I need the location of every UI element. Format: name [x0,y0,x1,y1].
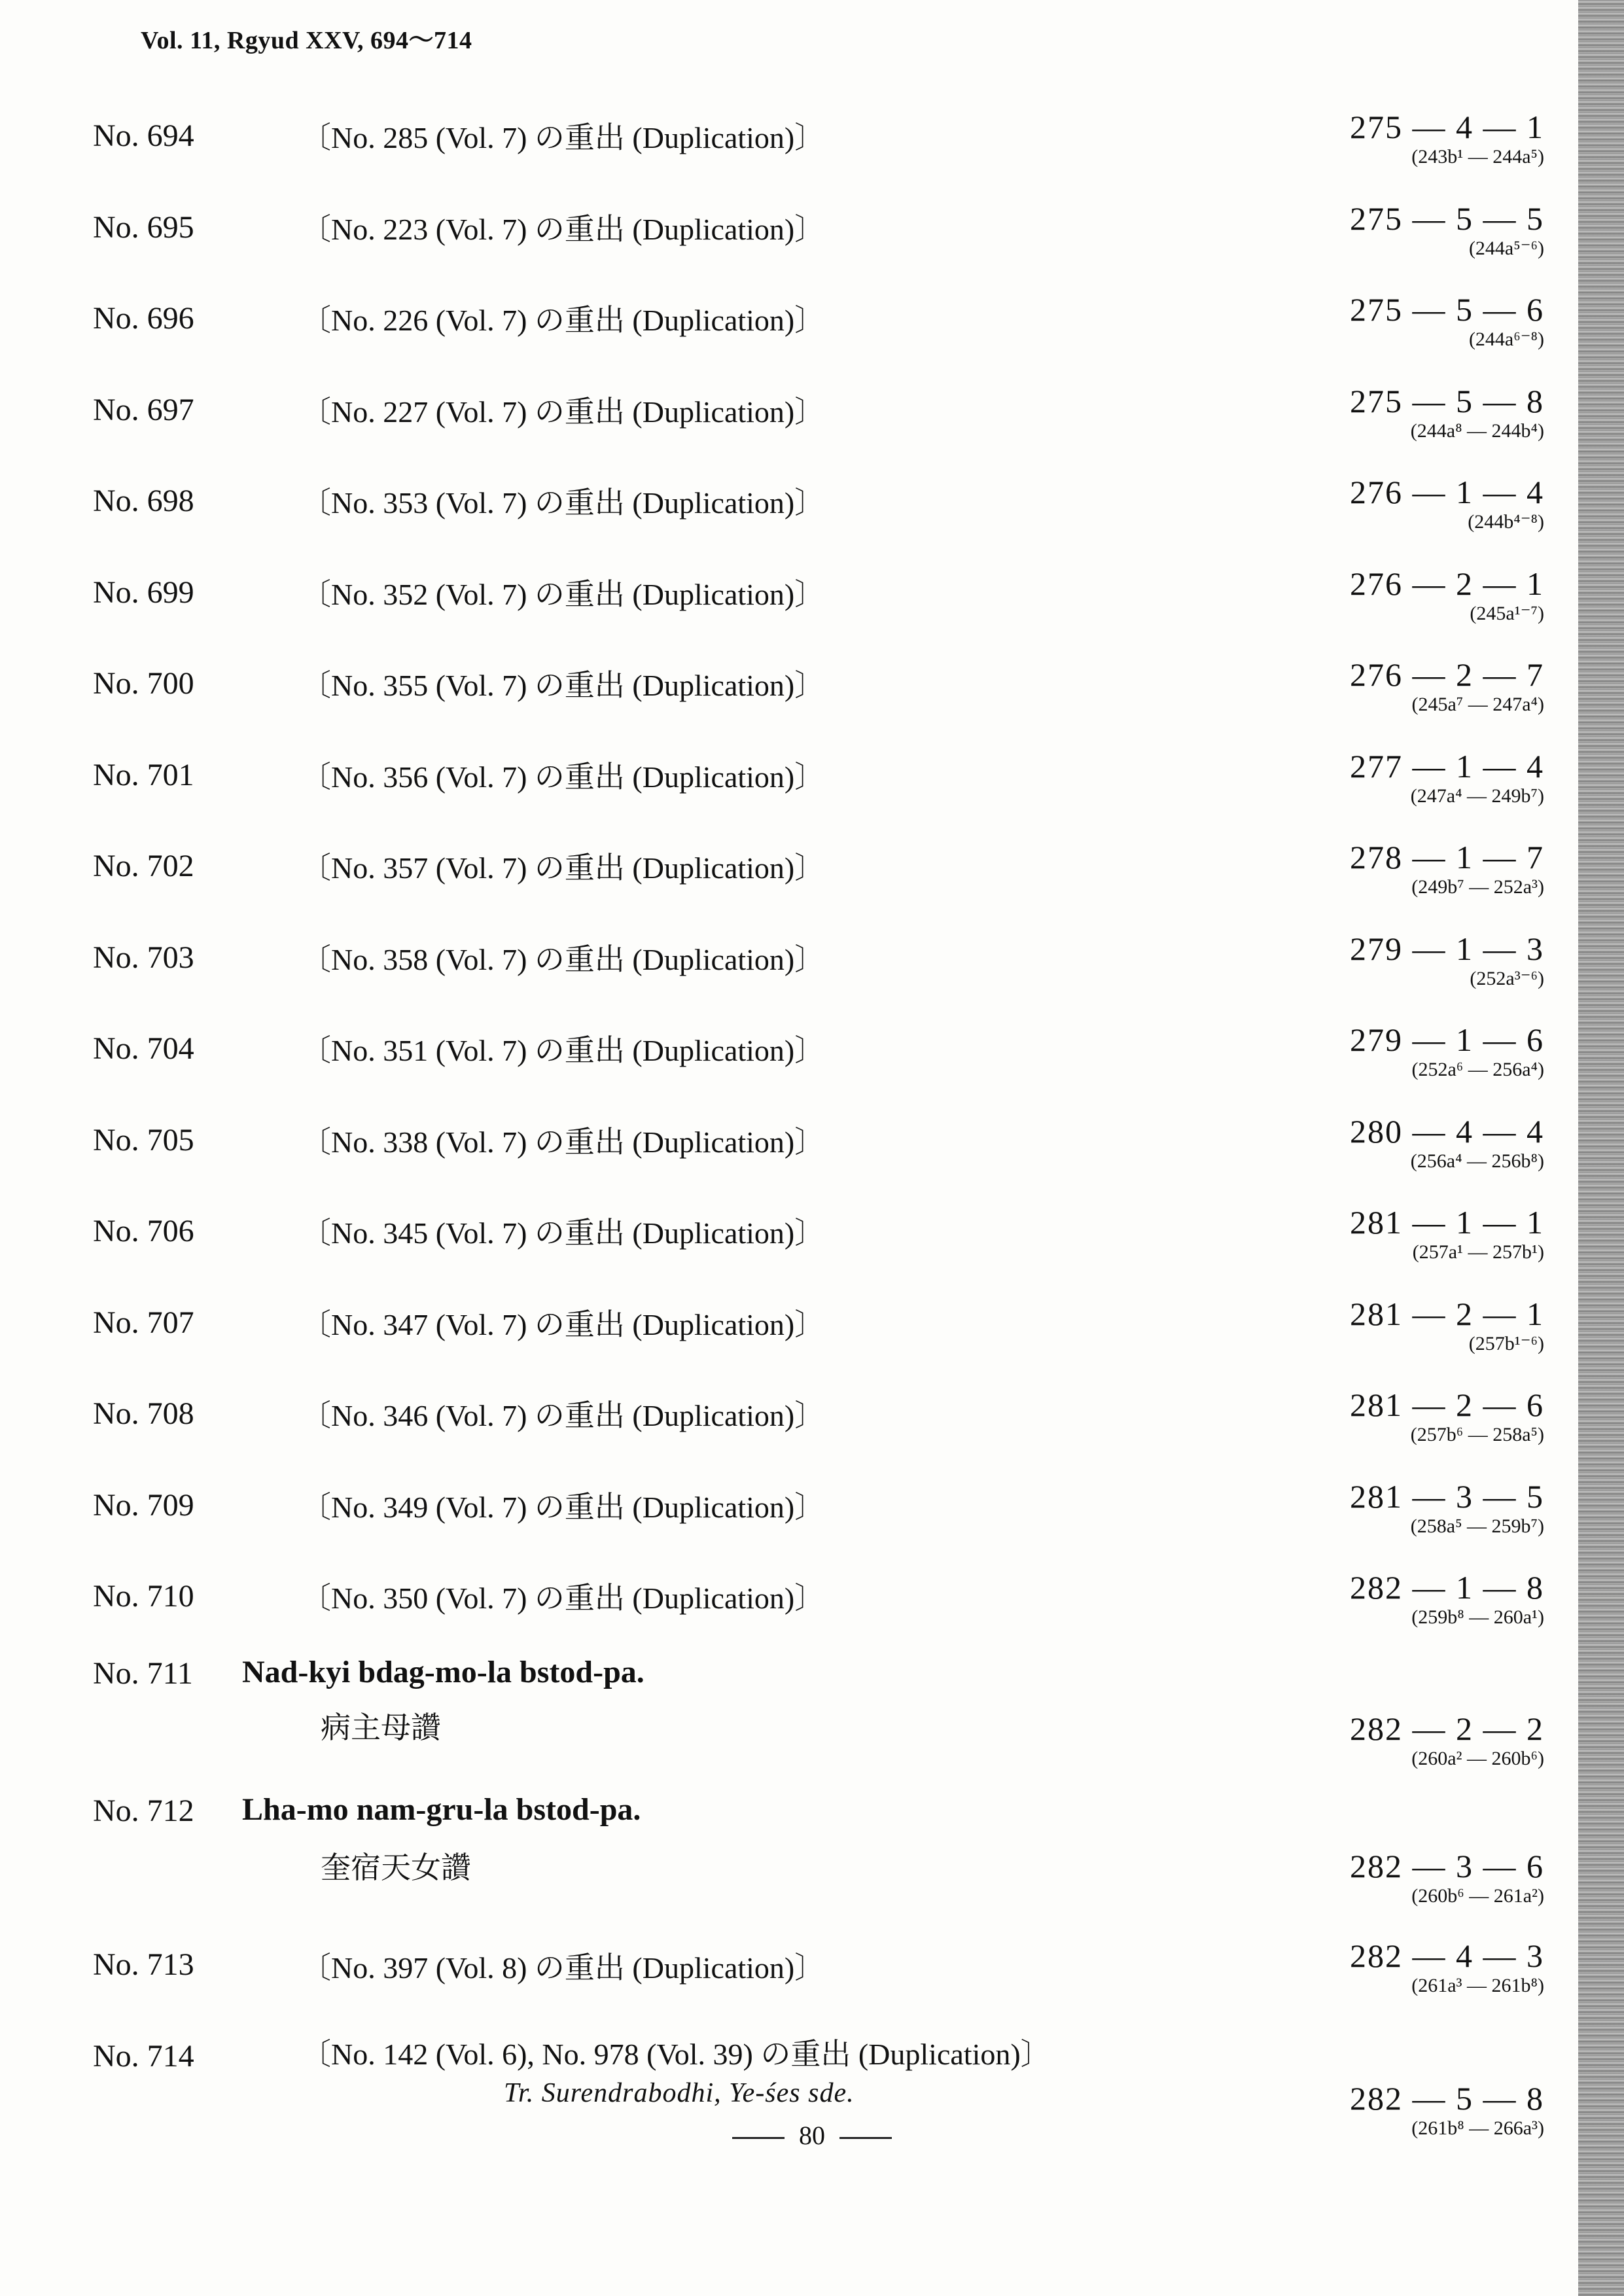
entry-reference [1335,748,1544,808]
reference-main: 282 — 4 — 3 [1350,1937,1544,1974]
entry-chinese-title: 奎宿天女讚 [321,1850,471,1885]
entry-reference [1335,565,1544,626]
entry-reference [1335,200,1544,260]
entry-reference [1335,109,1544,169]
entry-chinese-title: 病主母讚 [321,1710,441,1745]
reference-main: 281 — 2 — 6 [1350,1386,1544,1423]
reference-main: 281 — 3 — 5 [1350,1478,1544,1515]
entry-number: No. 706 [93,1214,194,1248]
reference-main: 276 — 1 — 4 [1350,474,1544,510]
entry-number: No. 697 [93,393,194,427]
entry-number: No. 695 [93,210,194,245]
entry-reference [1335,1296,1544,1356]
footer-dash-right [839,2137,892,2139]
entry-reference [1335,1478,1544,1538]
reference-main: 276 — 2 — 1 [1350,565,1544,602]
entry-number: No. 711 [93,1656,193,1691]
entry-reference [1335,474,1544,534]
reference-main: 280 — 4 — 4 [1350,1113,1544,1150]
entry-reference [1335,1710,1544,1771]
entry-number: No. 707 [93,1305,194,1340]
entry-description: 〔No. 358 (Vol. 7) の重出 (Duplication)〕 [301,943,825,976]
entry-title: Lha-mo nam-gru-la bstod-pa. [242,1792,641,1827]
entry-reference [1335,1386,1544,1447]
entry-number: No. 709 [93,1488,194,1523]
entry-number: No. 714 [93,2039,194,2074]
reference-folio: (245a¹⁻⁷) [1470,603,1544,624]
entry-number: No. 704 [93,1031,194,1066]
translator-line: Tr. Surendrabodhi, Ye-śes sde. [504,2078,855,2108]
entry-description: 〔No. 355 (Vol. 7) の重出 (Duplication)〕 [301,669,825,702]
entry-description: 〔No. 223 (Vol. 7) の重出 (Duplication)〕 [301,213,825,246]
entry-number: No. 713 [93,1947,194,1982]
entry-reference [1335,930,1544,991]
page-footer [0,2120,1624,2151]
entry-reference [1335,1937,1544,1998]
reference-folio: (257b¹⁻⁶) [1468,1333,1544,1354]
entry-number: No. 700 [93,666,194,701]
reference-main: 276 — 2 — 7 [1350,656,1544,693]
entry-title: Nad-kyi bdag-mo-la bstod-pa. [242,1655,644,1689]
reference-folio: (249b⁷ — 252a³) [1411,876,1544,898]
reference-main: 275 — 5 — 5 [1350,200,1544,237]
reference-folio: (243b¹ — 244a⁵) [1411,146,1544,168]
reference-folio: (258a⁵ — 259b⁷) [1410,1515,1544,1537]
entry-number: No. 694 [93,118,194,153]
entry-description: 〔No. 351 (Vol. 7) の重出 (Duplication)〕 [301,1034,825,1067]
entry-description: 〔No. 345 (Vol. 7) の重出 (Duplication)〕 [301,1216,825,1250]
entry-reference [1335,383,1544,443]
entry-reference [1335,656,1544,716]
reference-folio: (244a⁶⁻⁸) [1468,328,1544,350]
entry-description: 〔No. 352 (Vol. 7) の重出 (Duplication)〕 [301,578,825,611]
entry-reference [1335,1569,1544,1629]
reference-folio: (244b⁴⁻⁸) [1468,511,1544,533]
entry-number: No. 705 [93,1123,194,1157]
entry-number: No. 696 [93,301,194,336]
entry-description: 〔No. 285 (Vol. 7) の重出 (Duplication)〕 [301,121,825,154]
reference-folio: (244a⁵⁻⁶) [1468,238,1544,259]
entry-number: No. 699 [93,575,194,610]
reference-main: 279 — 1 — 3 [1350,930,1544,967]
reference-folio: (257b⁶ — 258a⁵) [1410,1424,1544,1445]
entry-number: No. 698 [93,484,194,518]
reference-folio: (247a⁴ — 249b⁷) [1410,785,1544,807]
reference-main: 282 — 3 — 6 [1350,1848,1544,1884]
reference-main: 275 — 4 — 1 [1350,109,1544,145]
reference-main: 275 — 5 — 8 [1350,383,1544,419]
reference-folio: (257a¹ — 257b¹) [1412,1241,1544,1263]
entry-description: 〔No. 397 (Vol. 8) の重出 (Duplication)〕 [301,1951,825,1985]
reference-main: 275 — 5 — 6 [1350,291,1544,328]
entry-number: No. 712 [93,1793,194,1828]
reference-folio: (256a⁴ — 256b⁸) [1410,1150,1544,1172]
entry-reference [1335,1848,1544,1908]
reference-main: 281 — 2 — 1 [1350,1296,1544,1332]
entry-description: 〔No. 350 (Vol. 7) の重出 (Duplication)〕 [301,1581,825,1615]
scanned-page-edge [1578,0,1624,2296]
footer-dash-left [732,2137,785,2139]
reference-folio: (252a³⁻⁶) [1470,968,1544,989]
entry-reference [1335,1113,1544,1173]
page-number: 80 [799,2121,825,2150]
reference-main: 282 — 5 — 8 [1350,2080,1544,2117]
entry-description: 〔No. 357 (Vol. 7) の重出 (Duplication)〕 [301,851,825,885]
entry-number: No. 702 [93,849,194,883]
reference-folio: (260a² — 260b⁶) [1411,1748,1544,1769]
entry-reference [1335,839,1544,899]
reference-folio: (261b⁸ — 266a³) [1411,2117,1544,2139]
entry-number: No. 703 [93,940,194,975]
entry-reference [1335,1021,1544,1082]
reference-main: 281 — 1 — 1 [1350,1204,1544,1241]
entry-description: 〔No. 142 (Vol. 6), No. 978 (Vol. 39) の重出 (Duplication)〕 [301,2038,1051,2071]
entry-description: 〔No. 347 (Vol. 7) の重出 (Duplication)〕 [301,1308,825,1341]
entry-description: 〔No. 227 (Vol. 7) の重出 (Duplication)〕 [301,395,825,429]
entry-description: 〔No. 353 (Vol. 7) の重出 (Duplication)〕 [301,486,825,520]
reference-folio: (259b⁸ — 260a¹) [1411,1606,1544,1628]
entry-reference [1335,291,1544,351]
entry-number: No. 708 [93,1396,194,1431]
entry-description: 〔No. 349 (Vol. 7) の重出 (Duplication)〕 [301,1491,825,1524]
entry-number: No. 710 [93,1579,194,1614]
reference-folio: (261a³ — 261b⁸) [1411,1975,1544,1996]
entry-description: 〔No. 346 (Vol. 7) の重出 (Duplication)〕 [301,1399,825,1432]
reference-folio: (260b⁶ — 261a²) [1411,1885,1544,1907]
entry-number: No. 701 [93,758,194,792]
reference-main: 282 — 1 — 8 [1350,1569,1544,1606]
entry-description: 〔No. 356 (Vol. 7) の重出 (Duplication)〕 [301,760,825,794]
entry-description: 〔No. 338 (Vol. 7) の重出 (Duplication)〕 [301,1125,825,1159]
reference-folio: (252a⁶ — 256a⁴) [1411,1059,1544,1080]
entry-description: 〔No. 226 (Vol. 7) の重出 (Duplication)〕 [301,304,825,337]
reference-main: 279 — 1 — 6 [1350,1021,1544,1058]
running-header: Vol. 11, Rgyud XXV, 694〜714 [141,27,472,54]
entry-reference [1335,1204,1544,1264]
reference-folio: (245a⁷ — 247a⁴) [1411,694,1544,715]
reference-folio: (244a⁸ — 244b⁴) [1410,420,1544,442]
reference-main: 278 — 1 — 7 [1350,839,1544,875]
reference-main: 282 — 2 — 2 [1350,1710,1544,1747]
reference-main: 277 — 1 — 4 [1350,748,1544,785]
